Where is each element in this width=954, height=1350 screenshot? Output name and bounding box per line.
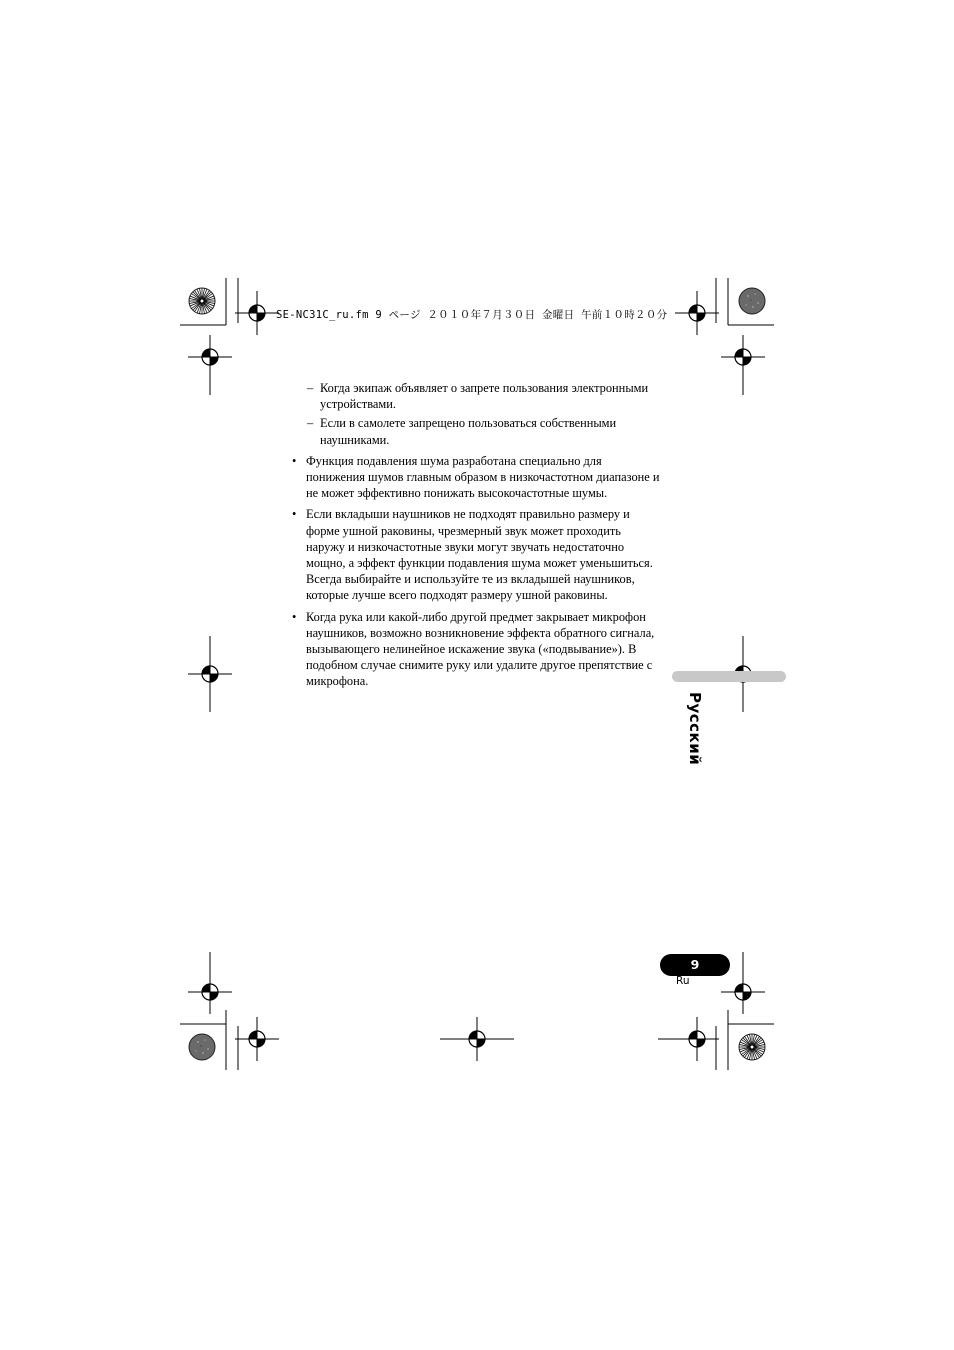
bullet-mark: • — [292, 453, 297, 468]
bullet-mark: • — [292, 507, 297, 522]
bullet-item — [290, 506, 662, 603]
main-text — [290, 380, 662, 690]
list-item — [290, 380, 662, 412]
list-item — [290, 415, 662, 447]
registration-disc-icon — [739, 288, 765, 314]
registration-target-icon — [235, 1017, 279, 1061]
page-language-code: Ru — [676, 975, 690, 987]
registration-starburst-icon — [739, 1034, 765, 1060]
page-number: 9 — [660, 954, 730, 976]
list-item-text: Если в самолете запрещено пользоваться собственными наушниками. — [320, 416, 617, 447]
bullet-text: Если вкладыши наушников не подходят правильно размеру и форме ушной раковины, чрезмерный звук может проходить наружу и низкочастотные звуки могут звучать недостаточно мощно, а эффект функции подавления шума может уменьшиться. Всегда выбирайте и используйте те из вкладышей наушников, которые лучше всего подходят размеру ушной раковины. — [306, 507, 653, 603]
registration-disc-icon — [189, 1034, 215, 1060]
list-item-text: Когда экипаж объявляет о запрете пользования электронными устройствами. — [320, 381, 649, 412]
language-tab-label: Русский — [686, 692, 704, 766]
registration-starburst-icon — [189, 288, 215, 314]
dash-mark: – — [307, 416, 314, 431]
bullet-text: Когда рука или какой-либо другой предмет закрывает микрофон наушников, возможно возникновение эффекта обратного сигнала, вызывающего нелинейное искажение звука («подвывание»). В подобном случае снимите руку или удалите другое препятствие с микрофона. — [306, 609, 655, 689]
language-tab-bar — [672, 671, 786, 682]
bullet-mark: • — [292, 609, 297, 624]
registration-target-icon — [675, 291, 719, 335]
registration-target-icon — [235, 291, 279, 335]
bullet-item — [290, 453, 662, 502]
print-file-info: SE-NC31C_ru.fm 9 ページ ２０１０年７月３０日 金曜日 午前１０時２０分 — [276, 309, 668, 321]
dash-mark: – — [307, 381, 314, 395]
bullet-text: Функция подавления шума разработана специально для понижения шумов главным образом в низкочастотном диапазоне и не может эффективно понижать высокочастотные шумы. — [306, 453, 660, 501]
bullet-item — [290, 609, 662, 690]
